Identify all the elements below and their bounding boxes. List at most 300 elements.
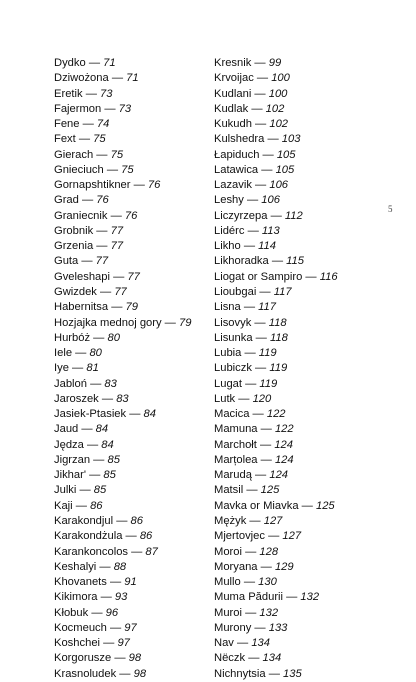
index-entry xyxy=(54,300,204,315)
entry-name: Moroi xyxy=(214,545,242,558)
entry-page-number: 83 xyxy=(104,377,117,390)
entry-page-number: 81 xyxy=(86,362,99,375)
entry-separator: — xyxy=(243,484,261,497)
index-entry xyxy=(54,621,204,636)
entry-page-number: 84 xyxy=(101,438,114,451)
entry-page-number: 115 xyxy=(286,255,304,268)
index-entry xyxy=(54,209,204,224)
entry-name: Macica xyxy=(214,408,250,421)
entry-name: Fajermon xyxy=(54,102,102,115)
entry-name: Muroi xyxy=(214,606,242,619)
entry-page-number: 84 xyxy=(143,408,156,421)
index-entry xyxy=(54,407,204,422)
entry-name: Kudlani xyxy=(214,87,252,100)
entry-name: Marțolea xyxy=(214,453,258,466)
entry-name: Nav xyxy=(214,637,234,650)
index-entry xyxy=(214,87,374,102)
entry-name: Kocmeuch xyxy=(54,621,107,634)
index-entry xyxy=(54,483,204,498)
entry-separator: — xyxy=(235,392,253,405)
index-entry xyxy=(214,575,374,590)
entry-page-number: 75 xyxy=(110,148,124,161)
index-entry xyxy=(214,71,374,86)
index-entry xyxy=(54,651,204,666)
entry-separator: — xyxy=(103,163,122,176)
entry-name: Kikimora xyxy=(54,591,98,604)
entry-name: Dydko xyxy=(54,57,86,69)
entry-separator: — xyxy=(79,118,97,131)
entry-page-number: 119 xyxy=(258,347,277,360)
entry-name: Korgorusze xyxy=(54,652,112,665)
index-entry xyxy=(54,163,204,178)
index-entry xyxy=(214,407,374,422)
index-entry xyxy=(214,178,374,193)
margin-page-number: 5 xyxy=(388,204,393,214)
entry-name: Moryana xyxy=(214,560,258,573)
entry-page-number: 84 xyxy=(95,423,109,436)
entry-page-number: 85 xyxy=(107,453,120,466)
index-entry xyxy=(54,239,204,254)
entry-name: Jędza xyxy=(54,438,84,451)
entry-separator: — xyxy=(251,57,269,69)
entry-name: Łapiduch xyxy=(214,148,260,161)
index-entry xyxy=(54,514,204,529)
entry-name: Gierach xyxy=(54,148,94,161)
entry-page-number: 80 xyxy=(89,347,102,360)
entry-name: Graniecnik xyxy=(54,209,108,222)
entry-page-number: 114 xyxy=(258,240,276,253)
entry-separator: — xyxy=(83,438,102,451)
entry-separator: — xyxy=(78,423,96,436)
entry-page-number: 77 xyxy=(95,255,109,268)
entry-page-number: 112 xyxy=(284,209,303,222)
entry-page-number: 134 xyxy=(262,652,282,665)
entry-separator: — xyxy=(241,606,260,619)
entry-page-number: 75 xyxy=(121,163,134,176)
index-entry xyxy=(54,102,204,117)
entry-separator: — xyxy=(93,224,111,237)
entry-separator: — xyxy=(100,637,118,650)
index-entry xyxy=(214,377,374,392)
entry-name: Nëczk xyxy=(214,652,246,665)
entry-separator: — xyxy=(116,667,134,680)
entry-separator: — xyxy=(243,194,262,207)
index-entry xyxy=(214,514,374,529)
entry-page-number: 122 xyxy=(274,423,294,436)
entry-page-number: 74 xyxy=(96,118,110,131)
index-entry xyxy=(214,163,374,178)
entry-page-number: 86 xyxy=(90,499,103,512)
entry-separator: — xyxy=(264,530,283,543)
entry-name: Iele xyxy=(54,347,73,360)
entry-page-number: 128 xyxy=(259,545,279,558)
entry-name: Karakondjul xyxy=(54,514,114,527)
entry-page-number: 134 xyxy=(251,637,270,650)
entry-name: Iye xyxy=(54,362,69,375)
entry-name: Krasnoludek xyxy=(54,667,117,680)
entry-page-number: 76 xyxy=(96,194,109,207)
entry-page-number: 116 xyxy=(319,270,338,283)
entry-name: Eretik xyxy=(54,87,83,100)
entry-name: Koshchei xyxy=(54,637,101,650)
index-entry xyxy=(214,346,374,361)
index-entry xyxy=(54,148,204,163)
entry-name: Karakondżula xyxy=(54,530,123,543)
entry-page-number: 98 xyxy=(133,667,147,680)
index-entry xyxy=(54,575,204,590)
entry-separator: — xyxy=(257,453,275,466)
entry-separator: — xyxy=(258,163,276,176)
entry-page-number: 79 xyxy=(125,301,138,314)
entry-name: Mavka or Miavka xyxy=(214,499,299,512)
entry-name: Matsil xyxy=(214,484,244,497)
entry-page-number: 127 xyxy=(263,514,283,527)
entry-name: Kulshedra xyxy=(214,133,265,146)
entry-name: Lubia xyxy=(214,347,242,360)
entry-separator: — xyxy=(78,194,97,207)
entry-page-number: 79 xyxy=(178,316,192,329)
entry-separator: — xyxy=(96,285,115,298)
entry-separator: — xyxy=(251,362,270,375)
entry-separator: — xyxy=(248,102,266,115)
entry-separator: — xyxy=(78,255,96,268)
entry-separator: — xyxy=(108,301,126,314)
entry-name: Leshy xyxy=(214,194,244,207)
index-entry xyxy=(54,316,204,331)
entry-page-number: 73 xyxy=(118,102,132,115)
index-entry xyxy=(214,560,374,575)
entry-separator: — xyxy=(76,484,94,497)
entry-page-number: 77 xyxy=(114,285,127,298)
entry-page-number: 129 xyxy=(274,560,294,573)
entry-name: Lisna xyxy=(214,301,241,314)
entry-separator: — xyxy=(265,667,284,680)
entry-name: Fene xyxy=(54,118,80,131)
entry-name: Gwizdek xyxy=(54,285,97,298)
entry-name: Grobnik xyxy=(54,224,94,237)
entry-page-number: 77 xyxy=(127,270,140,283)
entry-page-number: 122 xyxy=(266,408,286,421)
entry-separator: — xyxy=(240,301,259,314)
entry-name: Likhoradka xyxy=(214,255,269,268)
index-entry xyxy=(214,193,374,208)
index-entry xyxy=(214,316,374,331)
entry-separator: — xyxy=(107,209,125,222)
entry-page-number: 102 xyxy=(265,102,285,115)
entry-name: Habernitsa xyxy=(54,301,109,314)
entry-separator: — xyxy=(257,560,275,573)
entry-separator: — xyxy=(249,408,267,421)
index-entry xyxy=(214,224,374,239)
entry-separator: — xyxy=(161,316,179,329)
entry-name: Lubiczk xyxy=(214,362,252,375)
entry-name: Julki xyxy=(54,484,77,497)
entry-page-number: 88 xyxy=(113,560,127,573)
entry-page-number: 124 xyxy=(269,469,289,482)
index-column-right xyxy=(214,56,374,682)
entry-name: Keshalyi xyxy=(54,560,97,573)
entry-separator: — xyxy=(251,621,269,634)
index-column-left xyxy=(54,56,204,682)
index-entry xyxy=(214,422,374,437)
index-entry xyxy=(54,590,204,605)
index-entry xyxy=(54,270,204,285)
entry-name: Karankoncolos xyxy=(54,545,129,558)
entry-page-number: 103 xyxy=(281,133,301,146)
index-entry xyxy=(214,117,374,132)
entry-name: Mężyk xyxy=(214,514,247,527)
entry-page-number: 98 xyxy=(128,652,142,665)
entry-page-number: 71 xyxy=(126,72,139,85)
entry-separator: — xyxy=(256,285,274,298)
index-entry xyxy=(54,667,204,682)
entry-page-number: 135 xyxy=(283,667,302,680)
index-entry xyxy=(214,392,374,407)
index-entry xyxy=(54,606,204,621)
index-entry xyxy=(214,468,374,483)
entry-separator: — xyxy=(245,652,263,665)
entry-separator: — xyxy=(302,270,320,283)
index-entry xyxy=(214,621,374,636)
index-entry xyxy=(54,71,204,86)
entry-separator: — xyxy=(268,255,287,268)
entry-separator: — xyxy=(251,87,269,100)
entry-separator: — xyxy=(233,637,252,650)
index-entry xyxy=(54,224,204,239)
entry-name: Marudą xyxy=(214,469,252,482)
entry-page-number: 132 xyxy=(300,591,320,604)
entry-name: Krvoijac xyxy=(214,72,254,85)
index-entry xyxy=(54,529,204,544)
entry-name: Kudlak xyxy=(214,102,249,115)
entry-separator: — xyxy=(68,362,87,375)
entry-name: Kresnik xyxy=(214,57,252,69)
index-entry xyxy=(214,606,374,621)
index-entry xyxy=(54,254,204,269)
index-entry xyxy=(54,545,204,560)
entry-name: Gveleshapi xyxy=(54,270,110,283)
entry-page-number: 86 xyxy=(139,530,153,543)
index-entry xyxy=(54,87,204,102)
entry-name: Guta xyxy=(54,255,79,268)
entry-page-number: 124 xyxy=(274,438,293,451)
entry-page-number: 76 xyxy=(147,179,161,192)
entry-page-number: 125 xyxy=(315,499,335,512)
entry-name: Kłobuk xyxy=(54,606,89,619)
entry-page-number: 102 xyxy=(269,118,289,131)
index-entry xyxy=(214,483,374,498)
index-entry xyxy=(54,346,204,361)
entry-separator: — xyxy=(244,224,262,237)
index-entry xyxy=(214,545,374,560)
index-entry xyxy=(54,468,204,483)
entry-name: Lisovyk xyxy=(214,316,252,329)
entry-name: Gornapshtikner xyxy=(54,179,131,192)
entry-name: Hozjajka mednoj gory xyxy=(54,316,162,329)
index-entry xyxy=(214,102,374,117)
entry-page-number: 100 xyxy=(268,87,288,100)
index-entry xyxy=(214,132,374,147)
index-entry xyxy=(214,636,374,651)
entry-separator: — xyxy=(72,499,91,512)
entry-name: Grad xyxy=(54,194,79,207)
entry-separator: — xyxy=(111,652,129,665)
index-entry xyxy=(214,590,374,605)
index-entry xyxy=(54,499,204,514)
index-entry xyxy=(214,254,374,269)
index-entry xyxy=(54,117,204,132)
entry-name: Kukudh xyxy=(214,118,252,131)
entry-separator: — xyxy=(267,209,285,222)
entry-name: Grzenia xyxy=(54,240,94,253)
entry-name: Hurbóż xyxy=(54,331,91,344)
entry-name: Liogat or Sampiro xyxy=(214,270,303,283)
entry-page-number: 97 xyxy=(124,621,137,634)
entry-separator: — xyxy=(85,57,104,69)
index-entry xyxy=(214,529,374,544)
entry-page-number: 87 xyxy=(145,545,158,558)
entry-name: Jigrzan xyxy=(54,453,91,466)
entry-separator: — xyxy=(101,102,119,115)
entry-separator: — xyxy=(298,499,316,512)
entry-page-number: 96 xyxy=(105,606,119,619)
index-entry xyxy=(214,453,374,468)
index-entry xyxy=(54,56,204,71)
entry-separator: — xyxy=(113,514,131,527)
entry-name: Marchołt xyxy=(214,438,257,451)
entry-name: Lisunka xyxy=(214,331,253,344)
index-entry xyxy=(54,438,204,453)
entry-name: Lutk xyxy=(214,392,236,405)
entry-name: Lidérc xyxy=(214,224,245,237)
entry-separator: — xyxy=(251,118,270,131)
entry-page-number: 117 xyxy=(258,301,276,314)
entry-name: Jikhar' xyxy=(54,469,86,482)
index-entry xyxy=(54,636,204,651)
entry-separator: — xyxy=(75,133,94,146)
entry-separator: — xyxy=(251,469,270,482)
entry-separator: — xyxy=(256,438,275,451)
entry-separator: — xyxy=(126,408,144,421)
index-entry xyxy=(54,178,204,193)
entry-page-number: 77 xyxy=(110,240,124,253)
index-entry xyxy=(214,667,374,682)
entry-name: Lioubgai xyxy=(214,285,257,298)
entry-page-number: 75 xyxy=(93,133,106,146)
entry-page-number: 71 xyxy=(103,57,116,69)
entry-separator: — xyxy=(106,576,125,589)
entry-page-number: 117 xyxy=(273,285,292,298)
index-entry xyxy=(54,422,204,437)
entry-separator: — xyxy=(253,72,272,85)
entry-name: Lazavik xyxy=(214,179,252,192)
entry-page-number: 118 xyxy=(268,316,287,329)
entry-page-number: 83 xyxy=(116,392,129,405)
entry-name: Muma Pădurii xyxy=(214,591,284,604)
index-entry xyxy=(214,148,374,163)
entry-page-number: 125 xyxy=(260,484,280,497)
entry-separator: — xyxy=(85,469,104,482)
entry-separator: — xyxy=(106,621,125,634)
index-entry xyxy=(214,651,374,666)
entry-name: Khovanets xyxy=(54,576,107,589)
entry-name: Gnieciuch xyxy=(54,163,104,176)
entry-page-number: 99 xyxy=(268,57,282,69)
index-entry xyxy=(214,300,374,315)
entry-separator: — xyxy=(72,347,90,360)
entry-separator: — xyxy=(283,591,301,604)
index-entry xyxy=(214,270,374,285)
index-entry xyxy=(214,361,374,376)
index-entry xyxy=(54,132,204,147)
entry-separator: — xyxy=(241,545,260,558)
entry-page-number: 127 xyxy=(282,530,302,543)
entry-name: Latawica xyxy=(214,163,259,176)
entry-page-number: 120 xyxy=(252,392,272,405)
entry-name: Likho xyxy=(214,240,241,253)
entry-page-number: 130 xyxy=(258,576,277,589)
entry-separator: — xyxy=(90,331,108,344)
entry-separator: — xyxy=(93,240,111,253)
entry-page-number: 77 xyxy=(110,224,124,237)
entry-separator: — xyxy=(82,87,101,100)
entry-page-number: 113 xyxy=(261,224,280,237)
entry-page-number: 85 xyxy=(93,484,107,497)
index-entry xyxy=(54,331,204,346)
entry-separator: — xyxy=(93,148,111,161)
entry-name: Nichnytsia xyxy=(214,667,266,680)
index-entry xyxy=(54,392,204,407)
entry-separator: — xyxy=(122,530,140,543)
entry-page-number: 80 xyxy=(107,331,120,344)
entry-name: Mullo xyxy=(214,576,241,589)
entry-separator: — xyxy=(251,179,270,192)
entry-page-number: 85 xyxy=(103,469,116,482)
entry-name: Dziwożona xyxy=(54,72,109,85)
index-entry xyxy=(54,193,204,208)
entry-page-number: 118 xyxy=(269,331,288,344)
index-entry xyxy=(214,499,374,514)
entry-name: Jaud xyxy=(54,423,79,436)
entry-page-number: 133 xyxy=(268,621,288,634)
entry-name: Murony xyxy=(214,621,252,634)
entry-separator: — xyxy=(264,133,282,146)
entry-page-number: 76 xyxy=(124,209,138,222)
entry-separator: — xyxy=(246,514,264,527)
entry-separator: — xyxy=(90,453,108,466)
entry-name: Jabloń xyxy=(54,377,87,390)
entry-page-number: 100 xyxy=(271,72,290,85)
entry-name: Mamuna xyxy=(214,423,258,436)
entry-page-number: 106 xyxy=(269,179,289,192)
entry-separator: — xyxy=(242,377,260,390)
entry-separator: — xyxy=(240,576,259,589)
entry-separator: — xyxy=(97,591,115,604)
entry-page-number: 105 xyxy=(276,148,296,161)
entry-separator: — xyxy=(252,331,270,344)
entry-separator: — xyxy=(108,72,127,85)
index-entry xyxy=(214,239,374,254)
index-entry xyxy=(214,331,374,346)
entry-page-number: 91 xyxy=(124,576,137,589)
entry-name: Jasiek-Ptasiek xyxy=(54,408,127,421)
entry-name: Kaji xyxy=(54,499,73,512)
entry-name: Mjertovjec xyxy=(214,530,265,543)
entry-separator: — xyxy=(109,270,128,283)
entry-separator: — xyxy=(88,606,106,619)
entry-separator: — xyxy=(240,240,259,253)
entry-page-number: 105 xyxy=(275,163,295,176)
